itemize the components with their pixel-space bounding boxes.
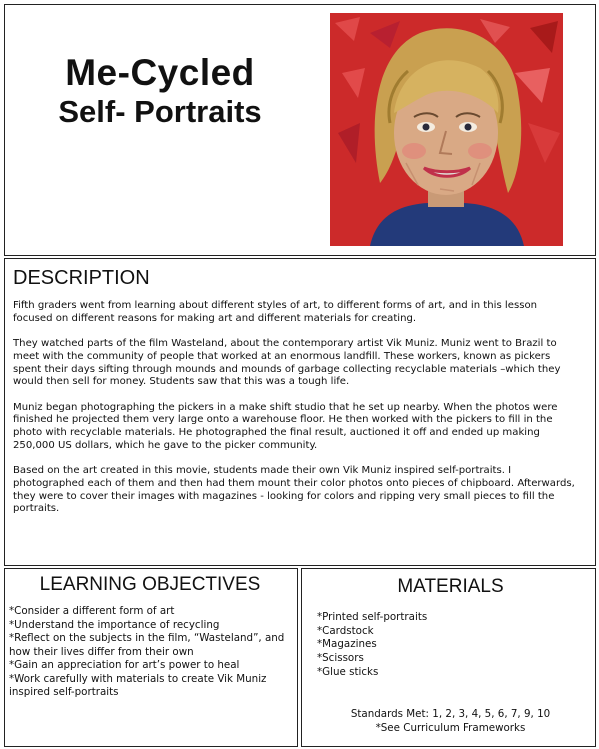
list-item: *Reflect on the subjects in the film, “Wasteland”, and how their lives differ from their own — [9, 632, 285, 658]
description-paragraph: Fifth graders went from learning about different styles of art, to different forms of art, and in this lesson focused on different reasons for making art and different materials for creating. — [13, 300, 538, 324]
standards-met: Standards Met: 1, 2, 3, 4, 5, 6, 7, 9, 10 — [350, 708, 551, 720]
learning-objectives-heading: LEARNING OBJECTIVES — [39, 574, 261, 595]
list-item: *Consider a different form of art — [9, 605, 175, 617]
description-paragraph: They watched parts of the film Wasteland, about the contemporary artist Vik Muniz. Muniz went to Brazil to meet with the community of people that worked at an enormous landfill. These workers, known as pickers spent their days sifting through mounds and mounds of garbage collecting recyclable materials –which they would then sell for money. Students saw that this was a tough life. — [13, 338, 561, 388]
description-paragraph: Based on the art created in this movie, students made their own Vik Muniz inspired self-portraits. I photographed each of them and then had them mount their color photos onto pieces of chipboard. Afterwards, they were to cover their images with magazines - looking for colors and ripping very small pieces to fill the portraits. — [13, 465, 575, 515]
standards-block — [303, 708, 598, 735]
list-item: *Glue sticks — [317, 665, 379, 678]
list-item: *Understand the importance of recycling — [9, 618, 220, 631]
list-item: *Scissors — [317, 652, 364, 665]
list-item: *Work carefully with materials to create Vik Muniz inspired self-portraits — [9, 672, 267, 698]
list-item: *Magazines — [317, 638, 377, 651]
page-title-line2: Self- Portraits — [58, 94, 262, 129]
materials-heading: MATERIALS — [397, 576, 504, 597]
list-item: *Printed self-portraits — [317, 611, 428, 623]
curriculum-note: *See Curriculum Frameworks — [375, 721, 526, 734]
self-portrait-collage-image — [330, 13, 563, 246]
list-item: *Cardstock — [317, 624, 374, 637]
description-body — [13, 300, 579, 529]
materials-list — [317, 611, 427, 680]
list-item: *Gain an appreciation for art’s power to heal — [9, 659, 240, 671]
page-title-line1: Me-Cycled — [65, 52, 255, 93]
learning-objectives-list — [9, 605, 295, 700]
description-paragraph: Muniz began photographing the pickers in a make shift studio that he set up nearby. When the photos were finished he projected them very large onto a warehouse floor. He then worked with the pickers to fill in the photo with recyclable materials. He photographed the final result, auctioned it off and ended up making 250,000 US dollars, which he gave to the picker community. — [13, 401, 558, 451]
description-heading: DESCRIPTION — [13, 267, 150, 289]
